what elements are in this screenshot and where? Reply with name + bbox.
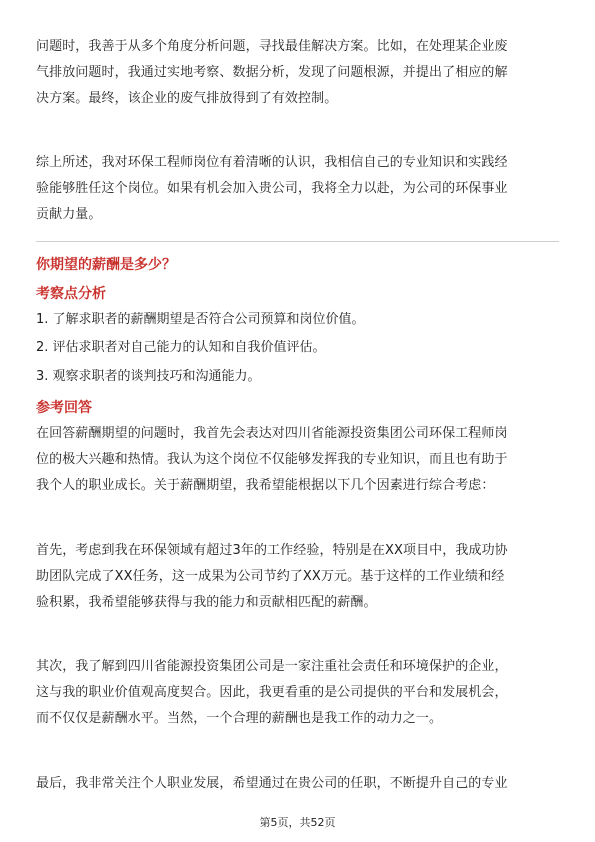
text-line: 在回答薪酬期望的问题时，我首先会表达对四川省能源投资集团公司环保工程师岗 [36,426,508,441]
text-line: 综上所述，我对环保工程师岗位有着清晰的认识，我相信自己的专业知识和实践经 [36,155,508,170]
text-line: 助团队完成了XX任务，这一成果为公司节约了XX万元。基于这样的工作业绩和经 [36,569,505,584]
page-number: 第5页，共52页 [259,816,336,829]
text-line: 而不仅仅是薪酬水平。当然，一个合理的薪酬也是我工作的动力之一。 [36,711,443,726]
text-line: 验积累，我希望能够获得与我的能力和贡献相匹配的薪酬。 [36,595,377,610]
text-line: 首先，考虑到我在环保领域有超过3年的工作经验，特别是在XX项目中，我成功协 [36,543,508,558]
text-line: 贡献力量。 [36,207,102,222]
text-line: 最后，我非常关注个人职业发展，希望通过在贵公司的任职，不断提升自己的专业 [36,776,508,791]
question-title: 你期望的薪酬是多少？ [36,257,176,273]
text-line: 其次，我了解到四川省能源投资集团公司是一家注重社会责任和环境保护的企业， [36,659,508,674]
answer-paragraph-3 [36,654,561,732]
text-line: 问题时，我善于从多个角度分析问题，寻找最佳解决方案。比如，在处理某企业废 [36,39,508,54]
analysis-heading: 考察点分析 [36,286,106,302]
section-divider [36,241,559,242]
intro-paragraph-2 [36,150,561,228]
analysis-item: 2. 评估求职者对自己能力的认知和自我价值评估。 [36,340,326,355]
text-line: 我个人的职业成长。关于薪酬期望，我希望能根据以下几个因素进行综合考虑： [36,478,495,493]
answer-paragraph-4 [36,771,561,797]
text-line: 位的极大兴趣和热情。我认为这个岗位不仅能够发挥我的专业知识，而且也有助于 [36,452,508,467]
analysis-item: 1. 了解求职者的薪酬期望是否符合公司预算和岗位价值。 [36,312,365,327]
intro-paragraph-1 [36,34,561,112]
answer-paragraph-2 [36,538,561,616]
answer-heading: 参考回答 [36,400,92,416]
text-line: 决方案。最终，该企业的废气排放得到了有效控制。 [36,91,338,106]
analysis-item: 3. 观察求职者的谈判技巧和沟通能力。 [36,369,261,384]
answer-paragraph-1 [36,421,561,499]
text-line: 验能够胜任这个岗位。如果有机会加入贵公司，我将全力以赴，为公司的环保事业 [36,181,508,196]
text-line: 气排放问题时，我通过实地考察、数据分析，发现了问题根源，并提出了相应的解 [36,65,508,80]
text-line: 这与我的职业价值观高度契合。因此，我更看重的是公司提供的平台和发展机会， [36,685,508,700]
